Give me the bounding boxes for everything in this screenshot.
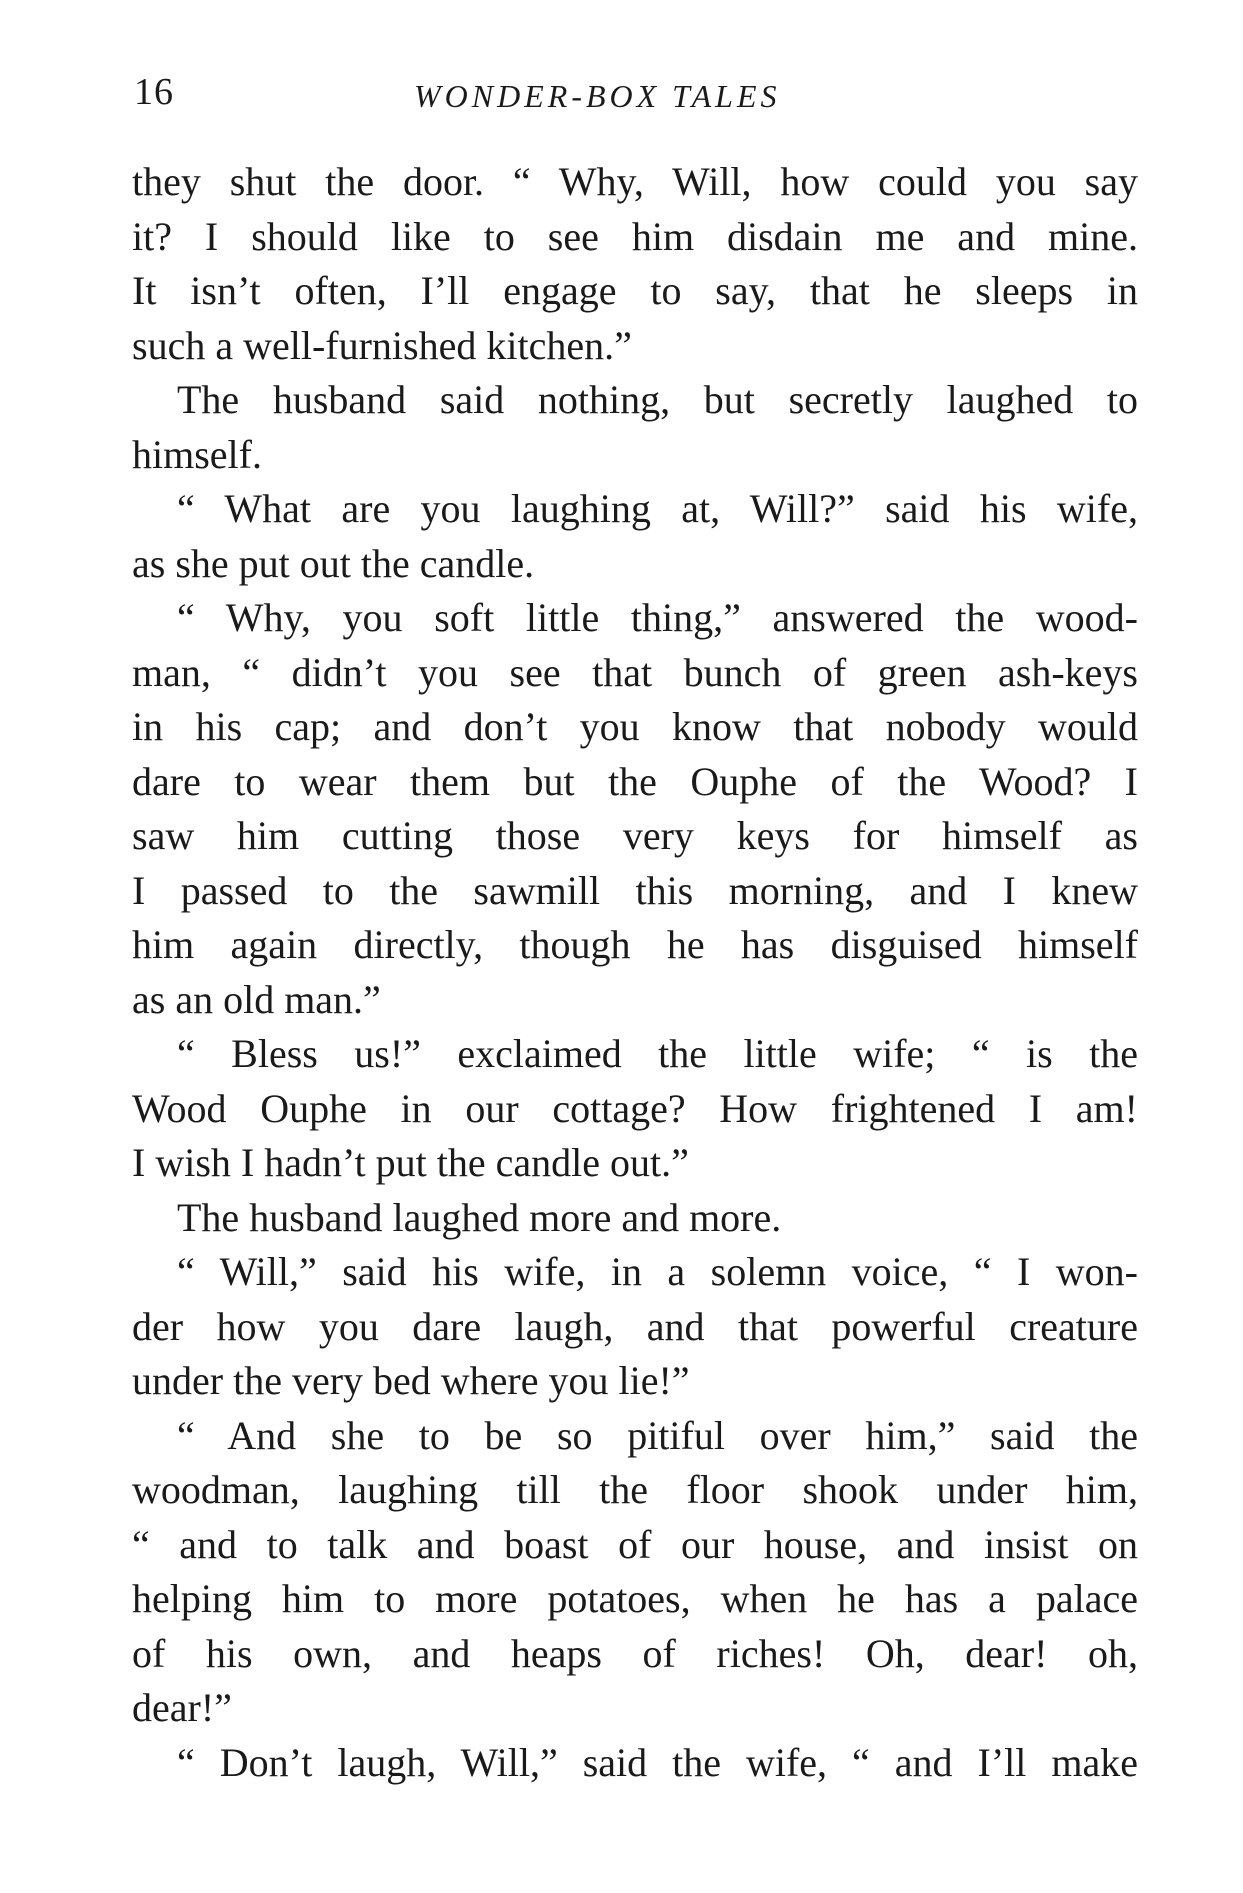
text-line: dear!” xyxy=(132,1685,232,1730)
text-line: “ Bless us!” exclaimed the little wife; “ is the xyxy=(177,1031,1138,1076)
text-line: “ And she to be so pitiful over him,” said the xyxy=(177,1412,1138,1458)
text-line: they shut the door. “ Why, Will, how could you say xyxy=(132,159,1138,204)
page-number: 16 xyxy=(134,71,174,113)
text-line: I wish I hadn’t put the candle out.” xyxy=(132,1140,689,1185)
text-line: as an old man.” xyxy=(132,976,381,1022)
body-text xyxy=(132,155,1138,1790)
text-line: him again directly, though he has disguised himself xyxy=(132,922,1138,967)
text-line: as she put out the candle. xyxy=(132,540,535,586)
text-line: “ and to talk and boast of our house, and insist on xyxy=(132,1521,1138,1567)
text-line: The husband laughed more and more. xyxy=(177,1194,782,1240)
text-line: The husband said nothing, but secretly laughed to xyxy=(177,377,1138,422)
text-line: it? I should like to see him disdain me and mine. xyxy=(132,213,1138,259)
text-line: woodman, laughing till the floor shook under him, xyxy=(132,1467,1138,1512)
text-line: I passed to the sawmill this morning, and I knew xyxy=(132,867,1138,913)
text-line: saw him cutting those very keys for himself as xyxy=(132,813,1138,858)
text-line: of his own, and heaps of riches! Oh, dear! oh, xyxy=(132,1630,1138,1676)
text-line: Wood Ouphe in our cottage? How frightened I am! xyxy=(132,1085,1138,1131)
running-head: WONDER-BOX TALES xyxy=(414,78,781,114)
page-header xyxy=(134,62,1134,122)
text-line: under the very bed where you lie!” xyxy=(132,1358,690,1403)
text-line: dare to wear them but the Ouphe of the Wood? I xyxy=(132,758,1138,804)
text-line: “ What are you laughing at, Will?” said his wife, xyxy=(177,486,1138,531)
text-line: such a well-furnished kitchen.” xyxy=(132,322,632,368)
text-line: in his cap; and don’t you know that nobody would xyxy=(132,704,1138,749)
text-line: “ Will,” said his wife, in a solemn voice, “ I won- xyxy=(177,1249,1138,1294)
text-line: man, “ didn’t you see that bunch of green ash-keys xyxy=(132,649,1138,695)
text-line: “ Why, you soft little thing,” answered the wood- xyxy=(177,595,1138,640)
text-line: It isn’t often, I’ll engage to say, that he sleeps in xyxy=(132,268,1138,313)
text-line: “ Don’t laugh, Will,” said the wife, “ and I’ll make xyxy=(177,1739,1138,1785)
text-line: der how you dare laugh, and that powerful creature xyxy=(132,1303,1138,1349)
text-line: himself. xyxy=(132,431,262,477)
text-line: helping him to more potatoes, when he has a palace xyxy=(132,1576,1138,1621)
